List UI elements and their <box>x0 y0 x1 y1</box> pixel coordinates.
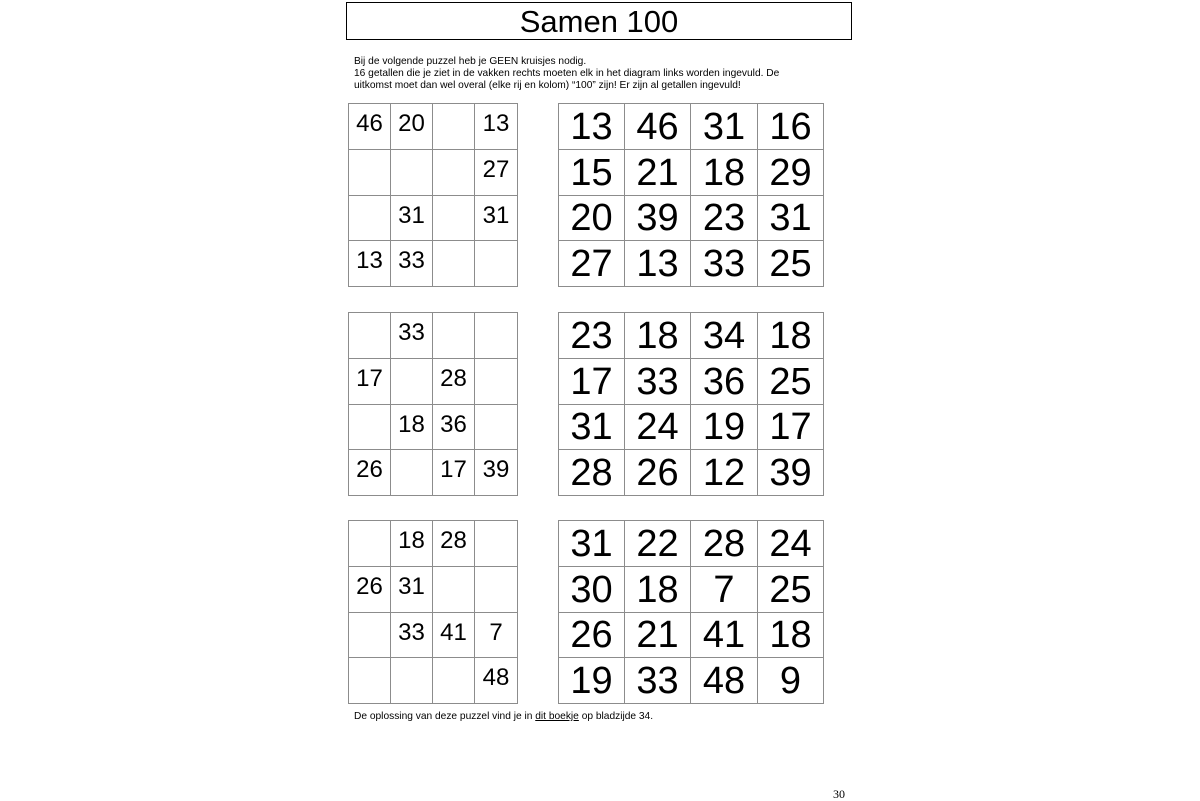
number-cell-r4-c1: 19 <box>559 658 625 704</box>
number-cell-r1-c3: 31 <box>691 104 758 150</box>
diagram-cell-r4-c3[interactable]: 17 <box>433 450 475 496</box>
puzzle-2-diagram <box>348 312 518 496</box>
number-cell-r1-c2: 18 <box>625 313 691 359</box>
diagram-cell-r2-c1[interactable] <box>349 150 391 196</box>
diagram-cell-r2-c3[interactable]: 28 <box>433 359 475 405</box>
diagram-cell-r3-c3[interactable] <box>433 196 475 241</box>
diagram-cell-r4-c4[interactable]: 39 <box>475 450 518 496</box>
diagram-cell-r1-c4[interactable] <box>475 521 518 567</box>
diagram-cell-r1-c2[interactable]: 33 <box>391 313 433 359</box>
diagram-cell-r4-c1[interactable]: 26 <box>349 450 391 496</box>
number-cell-r3-c4: 31 <box>758 196 824 241</box>
number-cell-r2-c4: 25 <box>758 567 824 613</box>
puzzle-1-numbers <box>558 103 824 287</box>
diagram-cell-r1-c1[interactable] <box>349 313 391 359</box>
instructions-line-2: 16 getallen die je ziet in de vakken rechts moeten elk in het diagram links worden ingevuld. De <box>354 68 780 79</box>
instructions-line-1: Bij de volgende puzzel heb je GEEN kruisjes nodig. <box>354 56 587 67</box>
number-cell-r4-c4: 25 <box>758 241 824 287</box>
number-cell-r1-c3: 28 <box>691 521 758 567</box>
number-cell-r3-c4: 17 <box>758 405 824 450</box>
number-cell-r2-c2: 18 <box>625 567 691 613</box>
number-cell-r3-c1: 26 <box>559 613 625 658</box>
diagram-cell-r1-c2[interactable]: 20 <box>391 104 433 150</box>
number-cell-r2-c4: 29 <box>758 150 824 196</box>
number-cell-r2-c1: 30 <box>559 567 625 613</box>
instructions <box>354 56 854 92</box>
solution-note-text: De oplossing van deze puzzel vind je in <box>354 711 536 722</box>
diagram-cell-r1-c2[interactable]: 18 <box>391 521 433 567</box>
number-cell-r1-c1: 31 <box>559 521 625 567</box>
diagram-cell-r4-c1[interactable]: 13 <box>349 241 391 287</box>
number-cell-r1-c2: 46 <box>625 104 691 150</box>
diagram-cell-r4-c4[interactable] <box>475 241 518 287</box>
puzzle-3-numbers <box>558 520 824 704</box>
number-cell-r4-c3: 48 <box>691 658 758 704</box>
diagram-cell-r1-c1[interactable] <box>349 521 391 567</box>
number-cell-r2-c2: 21 <box>625 150 691 196</box>
diagram-cell-r4-c1[interactable] <box>349 658 391 704</box>
diagram-cell-r1-c4[interactable] <box>475 313 518 359</box>
diagram-cell-r1-c3[interactable]: 28 <box>433 521 475 567</box>
diagram-cell-r2-c4[interactable] <box>475 567 518 613</box>
number-cell-r3-c3: 41 <box>691 613 758 658</box>
diagram-cell-r3-c3[interactable]: 41 <box>433 613 475 658</box>
diagram-cell-r1-c4[interactable]: 13 <box>475 104 518 150</box>
number-cell-r3-c2: 24 <box>625 405 691 450</box>
number-cell-r3-c1: 20 <box>559 196 625 241</box>
number-cell-r4-c2: 26 <box>625 450 691 496</box>
puzzle-3-diagram <box>348 520 518 704</box>
number-cell-r3-c4: 18 <box>758 613 824 658</box>
page-title: Samen 100 <box>346 2 852 40</box>
diagram-cell-r2-c1[interactable]: 17 <box>349 359 391 405</box>
number-cell-r1-c1: 13 <box>559 104 625 150</box>
diagram-cell-r2-c2[interactable] <box>391 150 433 196</box>
diagram-cell-r4-c2[interactable] <box>391 658 433 704</box>
diagram-cell-r3-c2[interactable]: 18 <box>391 405 433 450</box>
diagram-cell-r2-c3[interactable] <box>433 150 475 196</box>
number-cell-r3-c2: 21 <box>625 613 691 658</box>
number-cell-r1-c3: 34 <box>691 313 758 359</box>
diagram-cell-r2-c4[interactable]: 27 <box>475 150 518 196</box>
number-cell-r2-c3: 36 <box>691 359 758 405</box>
page-number: 30 <box>833 787 845 801</box>
number-cell-r4-c2: 13 <box>625 241 691 287</box>
diagram-cell-r3-c3[interactable]: 36 <box>433 405 475 450</box>
puzzle-2-numbers <box>558 312 824 496</box>
diagram-cell-r4-c3[interactable] <box>433 241 475 287</box>
number-cell-r4-c4: 39 <box>758 450 824 496</box>
diagram-cell-r3-c2[interactable]: 31 <box>391 196 433 241</box>
diagram-cell-r4-c3[interactable] <box>433 658 475 704</box>
number-cell-r2-c4: 25 <box>758 359 824 405</box>
diagram-cell-r2-c1[interactable]: 26 <box>349 567 391 613</box>
number-cell-r3-c1: 31 <box>559 405 625 450</box>
number-cell-r1-c4: 18 <box>758 313 824 359</box>
number-cell-r1-c4: 16 <box>758 104 824 150</box>
diagram-cell-r3-c4[interactable]: 31 <box>475 196 518 241</box>
diagram-cell-r3-c1[interactable] <box>349 405 391 450</box>
diagram-cell-r3-c1[interactable] <box>349 196 391 241</box>
number-cell-r2-c3: 7 <box>691 567 758 613</box>
diagram-cell-r3-c4[interactable]: 7 <box>475 613 518 658</box>
diagram-cell-r3-c2[interactable]: 33 <box>391 613 433 658</box>
number-cell-r1-c1: 23 <box>559 313 625 359</box>
number-cell-r4-c4: 9 <box>758 658 824 704</box>
number-cell-r2-c3: 18 <box>691 150 758 196</box>
solution-note <box>354 711 653 723</box>
diagram-cell-r2-c2[interactable]: 31 <box>391 567 433 613</box>
diagram-cell-r2-c3[interactable] <box>433 567 475 613</box>
number-cell-r2-c1: 17 <box>559 359 625 405</box>
diagram-cell-r1-c3[interactable] <box>433 104 475 150</box>
number-cell-r2-c1: 15 <box>559 150 625 196</box>
number-cell-r4-c1: 27 <box>559 241 625 287</box>
number-cell-r3-c2: 39 <box>625 196 691 241</box>
number-cell-r2-c2: 33 <box>625 359 691 405</box>
number-cell-r1-c4: 24 <box>758 521 824 567</box>
puzzle-1-diagram <box>348 103 518 287</box>
number-cell-r3-c3: 19 <box>691 405 758 450</box>
number-cell-r4-c3: 12 <box>691 450 758 496</box>
number-cell-r3-c3: 23 <box>691 196 758 241</box>
number-cell-r4-c3: 33 <box>691 241 758 287</box>
booklet-link[interactable]: dit boekje <box>535 711 579 722</box>
diagram-cell-r2-c2[interactable] <box>391 359 433 405</box>
diagram-cell-r3-c4[interactable] <box>475 405 518 450</box>
instructions-line-3: uitkomst moet dan wel overal (elke rij en kolom) “100” zijn! Er zijn al getallen ingevuld! <box>354 80 741 91</box>
diagram-cell-r4-c2[interactable] <box>391 450 433 496</box>
diagram-cell-r1-c3[interactable] <box>433 313 475 359</box>
number-cell-r4-c2: 33 <box>625 658 691 704</box>
solution-note-page: op bladzijde 34. <box>578 711 654 722</box>
number-cell-r1-c2: 22 <box>625 521 691 567</box>
diagram-cell-r3-c1[interactable] <box>349 613 391 658</box>
diagram-cell-r4-c4[interactable]: 48 <box>475 658 518 704</box>
number-cell-r4-c1: 28 <box>559 450 625 496</box>
diagram-cell-r4-c2[interactable]: 33 <box>391 241 433 287</box>
diagram-cell-r1-c1[interactable]: 46 <box>349 104 391 150</box>
diagram-cell-r2-c4[interactable] <box>475 359 518 405</box>
